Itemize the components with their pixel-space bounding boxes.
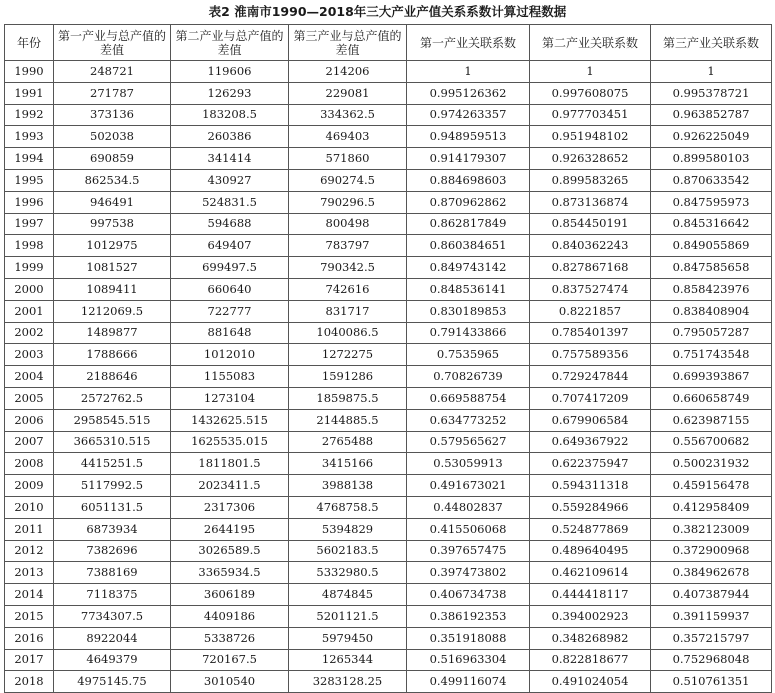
year-cell: 2000 bbox=[5, 278, 54, 300]
secondary-coef-cell: 0.679906584 bbox=[530, 409, 651, 431]
primary-diff-cell: 7388169 bbox=[54, 562, 171, 584]
tertiary-coef-cell: 0.751743548 bbox=[651, 344, 772, 366]
table-row bbox=[5, 431, 772, 453]
tertiary-coef-cell: 1 bbox=[651, 61, 772, 83]
secondary-coef-cell: 0.649367922 bbox=[530, 431, 651, 453]
secondary-diff-cell: 1811801.5 bbox=[171, 453, 289, 475]
year-cell: 2005 bbox=[5, 387, 54, 409]
tertiary-coef-cell: 0.660658749 bbox=[651, 387, 772, 409]
secondary-diff-cell: 183208.5 bbox=[171, 104, 289, 126]
tertiary-coef-cell: 0.845316642 bbox=[651, 213, 772, 235]
primary-coef-cell: 0.351918088 bbox=[407, 627, 530, 649]
year-cell: 2013 bbox=[5, 562, 54, 584]
primary-diff-cell: 4415251.5 bbox=[54, 453, 171, 475]
table-row bbox=[5, 671, 772, 693]
primary-diff-cell: 7382696 bbox=[54, 540, 171, 562]
secondary-diff-cell: 3365934.5 bbox=[171, 562, 289, 584]
tertiary-coef-cell: 0.838408904 bbox=[651, 300, 772, 322]
secondary-diff-cell: 649407 bbox=[171, 235, 289, 257]
secondary-diff-cell: 660640 bbox=[171, 278, 289, 300]
table-row bbox=[5, 387, 772, 409]
tertiary-diff-cell: 1265344 bbox=[289, 649, 407, 671]
tertiary-coef-cell: 0.382123009 bbox=[651, 518, 772, 540]
year-cell: 2002 bbox=[5, 322, 54, 344]
primary-coef-cell: 0.406734738 bbox=[407, 584, 530, 606]
primary-coef-cell: 0.914179307 bbox=[407, 148, 530, 170]
secondary-coef-cell: 0.594311318 bbox=[530, 475, 651, 497]
secondary-diff-cell: 594688 bbox=[171, 213, 289, 235]
tertiary-diff-cell: 2765488 bbox=[289, 431, 407, 453]
tertiary-diff-cell: 5332980.5 bbox=[289, 562, 407, 584]
primary-diff-cell: 5117992.5 bbox=[54, 475, 171, 497]
year-cell: 2004 bbox=[5, 366, 54, 388]
year-cell: 1999 bbox=[5, 257, 54, 279]
tertiary-coef-cell: 0.623987155 bbox=[651, 409, 772, 431]
secondary-diff-cell: 430927 bbox=[171, 169, 289, 191]
primary-coef-cell: 0.995126362 bbox=[407, 82, 530, 104]
tertiary-coef-cell: 0.384962678 bbox=[651, 562, 772, 584]
year-cell: 2010 bbox=[5, 496, 54, 518]
tertiary-coef-cell: 0.556700682 bbox=[651, 431, 772, 453]
tertiary-diff-cell: 571860 bbox=[289, 148, 407, 170]
primary-coef-cell: 0.634773252 bbox=[407, 409, 530, 431]
year-cell: 2012 bbox=[5, 540, 54, 562]
tertiary-diff-cell: 1040086.5 bbox=[289, 322, 407, 344]
year-cell: 1996 bbox=[5, 191, 54, 213]
secondary-coef-cell: 0.348268982 bbox=[530, 627, 651, 649]
tertiary-diff-cell: 1859875.5 bbox=[289, 387, 407, 409]
secondary-diff-cell: 3010540 bbox=[171, 671, 289, 693]
table-row bbox=[5, 540, 772, 562]
primary-diff-cell: 1489877 bbox=[54, 322, 171, 344]
tertiary-diff-cell: 469403 bbox=[289, 126, 407, 148]
secondary-diff-cell: 1432625.515 bbox=[171, 409, 289, 431]
year-cell: 2018 bbox=[5, 671, 54, 693]
tertiary-coef-cell: 0.391159937 bbox=[651, 605, 772, 627]
year-cell: 2003 bbox=[5, 344, 54, 366]
primary-diff-cell: 2572762.5 bbox=[54, 387, 171, 409]
primary-coef-cell: 0.70826739 bbox=[407, 366, 530, 388]
tertiary-diff-cell: 1272275 bbox=[289, 344, 407, 366]
secondary-coef-cell: 0.462109614 bbox=[530, 562, 651, 584]
secondary-coef-cell: 0.491024054 bbox=[530, 671, 651, 693]
tertiary-coef-cell: 0.899580103 bbox=[651, 148, 772, 170]
secondary-coef-cell: 0.977703451 bbox=[530, 104, 651, 126]
table-caption: 表2 淮南市1990—2018年三大产业产值关系系数计算过程数据 bbox=[208, 4, 567, 19]
primary-diff-cell: 3665310.515 bbox=[54, 431, 171, 453]
tertiary-diff-cell: 831717 bbox=[289, 300, 407, 322]
table-row bbox=[5, 366, 772, 388]
secondary-coef-cell: 0.997608075 bbox=[530, 82, 651, 104]
tertiary-coef-cell: 0.510761351 bbox=[651, 671, 772, 693]
table-row bbox=[5, 191, 772, 213]
primary-diff-cell: 373136 bbox=[54, 104, 171, 126]
primary-coef-cell: 0.862817849 bbox=[407, 213, 530, 235]
tertiary-diff-cell: 4874845 bbox=[289, 584, 407, 606]
secondary-coef-cell: 0.873136874 bbox=[530, 191, 651, 213]
tertiary-diff-cell: 3415166 bbox=[289, 453, 407, 475]
secondary-coef-cell: 0.8221857 bbox=[530, 300, 651, 322]
table-row bbox=[5, 453, 772, 475]
secondary-coef-cell: 0.822818677 bbox=[530, 649, 651, 671]
header-secondary-coef: 第二产业关联系数 bbox=[530, 25, 651, 61]
year-cell: 2016 bbox=[5, 627, 54, 649]
tertiary-coef-cell: 0.372900968 bbox=[651, 540, 772, 562]
primary-coef-cell: 0.415506068 bbox=[407, 518, 530, 540]
tertiary-coef-cell: 0.926225049 bbox=[651, 126, 772, 148]
year-cell: 2014 bbox=[5, 584, 54, 606]
primary-diff-cell: 997538 bbox=[54, 213, 171, 235]
primary-diff-cell: 502038 bbox=[54, 126, 171, 148]
year-cell: 1992 bbox=[5, 104, 54, 126]
primary-coef-cell: 0.974263357 bbox=[407, 104, 530, 126]
primary-coef-cell: 0.848536141 bbox=[407, 278, 530, 300]
primary-diff-cell: 1081527 bbox=[54, 257, 171, 279]
primary-coef-cell: 0.386192353 bbox=[407, 605, 530, 627]
tertiary-coef-cell: 0.858423976 bbox=[651, 278, 772, 300]
tertiary-coef-cell: 0.847585658 bbox=[651, 257, 772, 279]
secondary-diff-cell: 2317306 bbox=[171, 496, 289, 518]
primary-coef-cell: 0.491673021 bbox=[407, 475, 530, 497]
primary-diff-cell: 248721 bbox=[54, 61, 171, 83]
table-row bbox=[5, 584, 772, 606]
secondary-coef-cell: 0.827867168 bbox=[530, 257, 651, 279]
primary-coef-cell: 0.397473802 bbox=[407, 562, 530, 584]
tertiary-coef-cell: 0.407387944 bbox=[651, 584, 772, 606]
secondary-coef-cell: 0.729247844 bbox=[530, 366, 651, 388]
primary-diff-cell: 6051131.5 bbox=[54, 496, 171, 518]
tertiary-diff-cell: 3283128.25 bbox=[289, 671, 407, 693]
tertiary-diff-cell: 229081 bbox=[289, 82, 407, 104]
tertiary-diff-cell: 3988138 bbox=[289, 475, 407, 497]
year-cell: 2001 bbox=[5, 300, 54, 322]
table-row bbox=[5, 300, 772, 322]
secondary-diff-cell: 524831.5 bbox=[171, 191, 289, 213]
primary-diff-cell: 862534.5 bbox=[54, 169, 171, 191]
tertiary-coef-cell: 0.847595973 bbox=[651, 191, 772, 213]
secondary-diff-cell: 5338726 bbox=[171, 627, 289, 649]
tertiary-diff-cell: 1591286 bbox=[289, 366, 407, 388]
primary-coef-cell: 0.849743142 bbox=[407, 257, 530, 279]
year-cell: 2008 bbox=[5, 453, 54, 475]
tertiary-diff-cell: 4768758.5 bbox=[289, 496, 407, 518]
tertiary-diff-cell: 800498 bbox=[289, 213, 407, 235]
tertiary-diff-cell: 214206 bbox=[289, 61, 407, 83]
tertiary-diff-cell: 783797 bbox=[289, 235, 407, 257]
table-row bbox=[5, 126, 772, 148]
primary-coef-cell: 0.579565627 bbox=[407, 431, 530, 453]
table-row bbox=[5, 104, 772, 126]
secondary-diff-cell: 260386 bbox=[171, 126, 289, 148]
primary-diff-cell: 271787 bbox=[54, 82, 171, 104]
secondary-diff-cell: 1012010 bbox=[171, 344, 289, 366]
primary-diff-cell: 2958545.515 bbox=[54, 409, 171, 431]
secondary-coef-cell: 0.854450191 bbox=[530, 213, 651, 235]
table-row bbox=[5, 148, 772, 170]
primary-diff-cell: 1788666 bbox=[54, 344, 171, 366]
year-cell: 1990 bbox=[5, 61, 54, 83]
tertiary-diff-cell: 5201121.5 bbox=[289, 605, 407, 627]
primary-coef-cell: 0.860384651 bbox=[407, 235, 530, 257]
secondary-coef-cell: 1 bbox=[530, 61, 651, 83]
primary-diff-cell: 7118375 bbox=[54, 584, 171, 606]
secondary-coef-cell: 0.559284966 bbox=[530, 496, 651, 518]
header-primary-diff: 第一产业与总产值的差值 bbox=[54, 25, 171, 61]
tertiary-diff-cell: 5979450 bbox=[289, 627, 407, 649]
secondary-coef-cell: 0.837527474 bbox=[530, 278, 651, 300]
tertiary-diff-cell: 5602183.5 bbox=[289, 540, 407, 562]
tertiary-coef-cell: 0.412958409 bbox=[651, 496, 772, 518]
secondary-diff-cell: 4409186 bbox=[171, 605, 289, 627]
secondary-coef-cell: 0.394002923 bbox=[530, 605, 651, 627]
tertiary-diff-cell: 790296.5 bbox=[289, 191, 407, 213]
tertiary-diff-cell: 2144885.5 bbox=[289, 409, 407, 431]
primary-coef-cell: 0.53059913 bbox=[407, 453, 530, 475]
secondary-coef-cell: 0.840362243 bbox=[530, 235, 651, 257]
table-row bbox=[5, 344, 772, 366]
year-cell: 2009 bbox=[5, 475, 54, 497]
table-row bbox=[5, 278, 772, 300]
table-row bbox=[5, 322, 772, 344]
secondary-diff-cell: 1273104 bbox=[171, 387, 289, 409]
primary-diff-cell: 2188646 bbox=[54, 366, 171, 388]
table-row bbox=[5, 605, 772, 627]
secondary-coef-cell: 0.926328652 bbox=[530, 148, 651, 170]
secondary-coef-cell: 0.785401397 bbox=[530, 322, 651, 344]
table-body bbox=[5, 61, 772, 693]
header-primary-coef: 第一产业关联系数 bbox=[407, 25, 530, 61]
table-row bbox=[5, 627, 772, 649]
header-tertiary-coef: 第三产业关联系数 bbox=[651, 25, 772, 61]
primary-diff-cell: 8922044 bbox=[54, 627, 171, 649]
year-cell: 2015 bbox=[5, 605, 54, 627]
table-row bbox=[5, 61, 772, 83]
tertiary-coef-cell: 0.849055869 bbox=[651, 235, 772, 257]
header-row bbox=[5, 25, 772, 61]
secondary-coef-cell: 0.524877869 bbox=[530, 518, 651, 540]
primary-coef-cell: 1 bbox=[407, 61, 530, 83]
table-row bbox=[5, 496, 772, 518]
primary-diff-cell: 690859 bbox=[54, 148, 171, 170]
secondary-diff-cell: 3606189 bbox=[171, 584, 289, 606]
tertiary-coef-cell: 0.699393867 bbox=[651, 366, 772, 388]
tertiary-coef-cell: 0.963852787 bbox=[651, 104, 772, 126]
primary-coef-cell: 0.499116074 bbox=[407, 671, 530, 693]
secondary-diff-cell: 119606 bbox=[171, 61, 289, 83]
header-year: 年份 bbox=[5, 25, 54, 61]
secondary-diff-cell: 126293 bbox=[171, 82, 289, 104]
secondary-diff-cell: 720167.5 bbox=[171, 649, 289, 671]
table-row bbox=[5, 213, 772, 235]
year-cell: 2007 bbox=[5, 431, 54, 453]
primary-diff-cell: 946491 bbox=[54, 191, 171, 213]
secondary-diff-cell: 699497.5 bbox=[171, 257, 289, 279]
primary-coef-cell: 0.7535965 bbox=[407, 344, 530, 366]
year-cell: 1993 bbox=[5, 126, 54, 148]
year-cell: 1994 bbox=[5, 148, 54, 170]
secondary-coef-cell: 0.707417209 bbox=[530, 387, 651, 409]
primary-coef-cell: 0.516963304 bbox=[407, 649, 530, 671]
year-cell: 1991 bbox=[5, 82, 54, 104]
tertiary-diff-cell: 334362.5 bbox=[289, 104, 407, 126]
primary-coef-cell: 0.791433866 bbox=[407, 322, 530, 344]
tertiary-coef-cell: 0.459156478 bbox=[651, 475, 772, 497]
tertiary-coef-cell: 0.357215797 bbox=[651, 627, 772, 649]
header-tertiary-diff: 第三产业与总产值的差值 bbox=[289, 25, 407, 61]
secondary-coef-cell: 0.622375947 bbox=[530, 453, 651, 475]
secondary-coef-cell: 0.489640495 bbox=[530, 540, 651, 562]
secondary-diff-cell: 3026589.5 bbox=[171, 540, 289, 562]
secondary-diff-cell: 881648 bbox=[171, 322, 289, 344]
primary-coef-cell: 0.830189853 bbox=[407, 300, 530, 322]
primary-diff-cell: 4649379 bbox=[54, 649, 171, 671]
primary-diff-cell: 1012975 bbox=[54, 235, 171, 257]
tertiary-diff-cell: 790342.5 bbox=[289, 257, 407, 279]
year-cell: 1998 bbox=[5, 235, 54, 257]
tertiary-diff-cell: 690274.5 bbox=[289, 169, 407, 191]
tertiary-diff-cell: 5394829 bbox=[289, 518, 407, 540]
primary-coef-cell: 0.44802837 bbox=[407, 496, 530, 518]
tertiary-diff-cell: 742616 bbox=[289, 278, 407, 300]
year-cell: 1995 bbox=[5, 169, 54, 191]
secondary-coef-cell: 0.757589356 bbox=[530, 344, 651, 366]
secondary-diff-cell: 1155083 bbox=[171, 366, 289, 388]
secondary-coef-cell: 0.899583265 bbox=[530, 169, 651, 191]
year-cell: 2011 bbox=[5, 518, 54, 540]
primary-coef-cell: 0.397657475 bbox=[407, 540, 530, 562]
secondary-diff-cell: 2644195 bbox=[171, 518, 289, 540]
secondary-diff-cell: 341414 bbox=[171, 148, 289, 170]
secondary-coef-cell: 0.444418117 bbox=[530, 584, 651, 606]
year-cell: 2017 bbox=[5, 649, 54, 671]
secondary-diff-cell: 2023411.5 bbox=[171, 475, 289, 497]
primary-coef-cell: 0.870962862 bbox=[407, 191, 530, 213]
table-row bbox=[5, 518, 772, 540]
year-cell: 2006 bbox=[5, 409, 54, 431]
table-row bbox=[5, 82, 772, 104]
tertiary-coef-cell: 0.752968048 bbox=[651, 649, 772, 671]
secondary-coef-cell: 0.951948102 bbox=[530, 126, 651, 148]
tertiary-coef-cell: 0.870633542 bbox=[651, 169, 772, 191]
primary-diff-cell: 1212069.5 bbox=[54, 300, 171, 322]
primary-diff-cell: 6873934 bbox=[54, 518, 171, 540]
tertiary-coef-cell: 0.995378721 bbox=[651, 82, 772, 104]
table-row bbox=[5, 257, 772, 279]
primary-diff-cell: 4975145.75 bbox=[54, 671, 171, 693]
tertiary-coef-cell: 0.500231932 bbox=[651, 453, 772, 475]
table-row bbox=[5, 169, 772, 191]
table-row bbox=[5, 475, 772, 497]
header-secondary-diff: 第二产业与总产值的差值 bbox=[171, 25, 289, 61]
table-row bbox=[5, 562, 772, 584]
table-row bbox=[5, 409, 772, 431]
primary-coef-cell: 0.948959513 bbox=[407, 126, 530, 148]
primary-coef-cell: 0.884698603 bbox=[407, 169, 530, 191]
primary-coef-cell: 0.669588754 bbox=[407, 387, 530, 409]
year-cell: 1997 bbox=[5, 213, 54, 235]
table-row bbox=[5, 235, 772, 257]
tertiary-coef-cell: 0.795057287 bbox=[651, 322, 772, 344]
primary-diff-cell: 1089411 bbox=[54, 278, 171, 300]
secondary-diff-cell: 722777 bbox=[171, 300, 289, 322]
primary-diff-cell: 7734307.5 bbox=[54, 605, 171, 627]
data-table bbox=[4, 24, 772, 693]
secondary-diff-cell: 1625535.015 bbox=[171, 431, 289, 453]
